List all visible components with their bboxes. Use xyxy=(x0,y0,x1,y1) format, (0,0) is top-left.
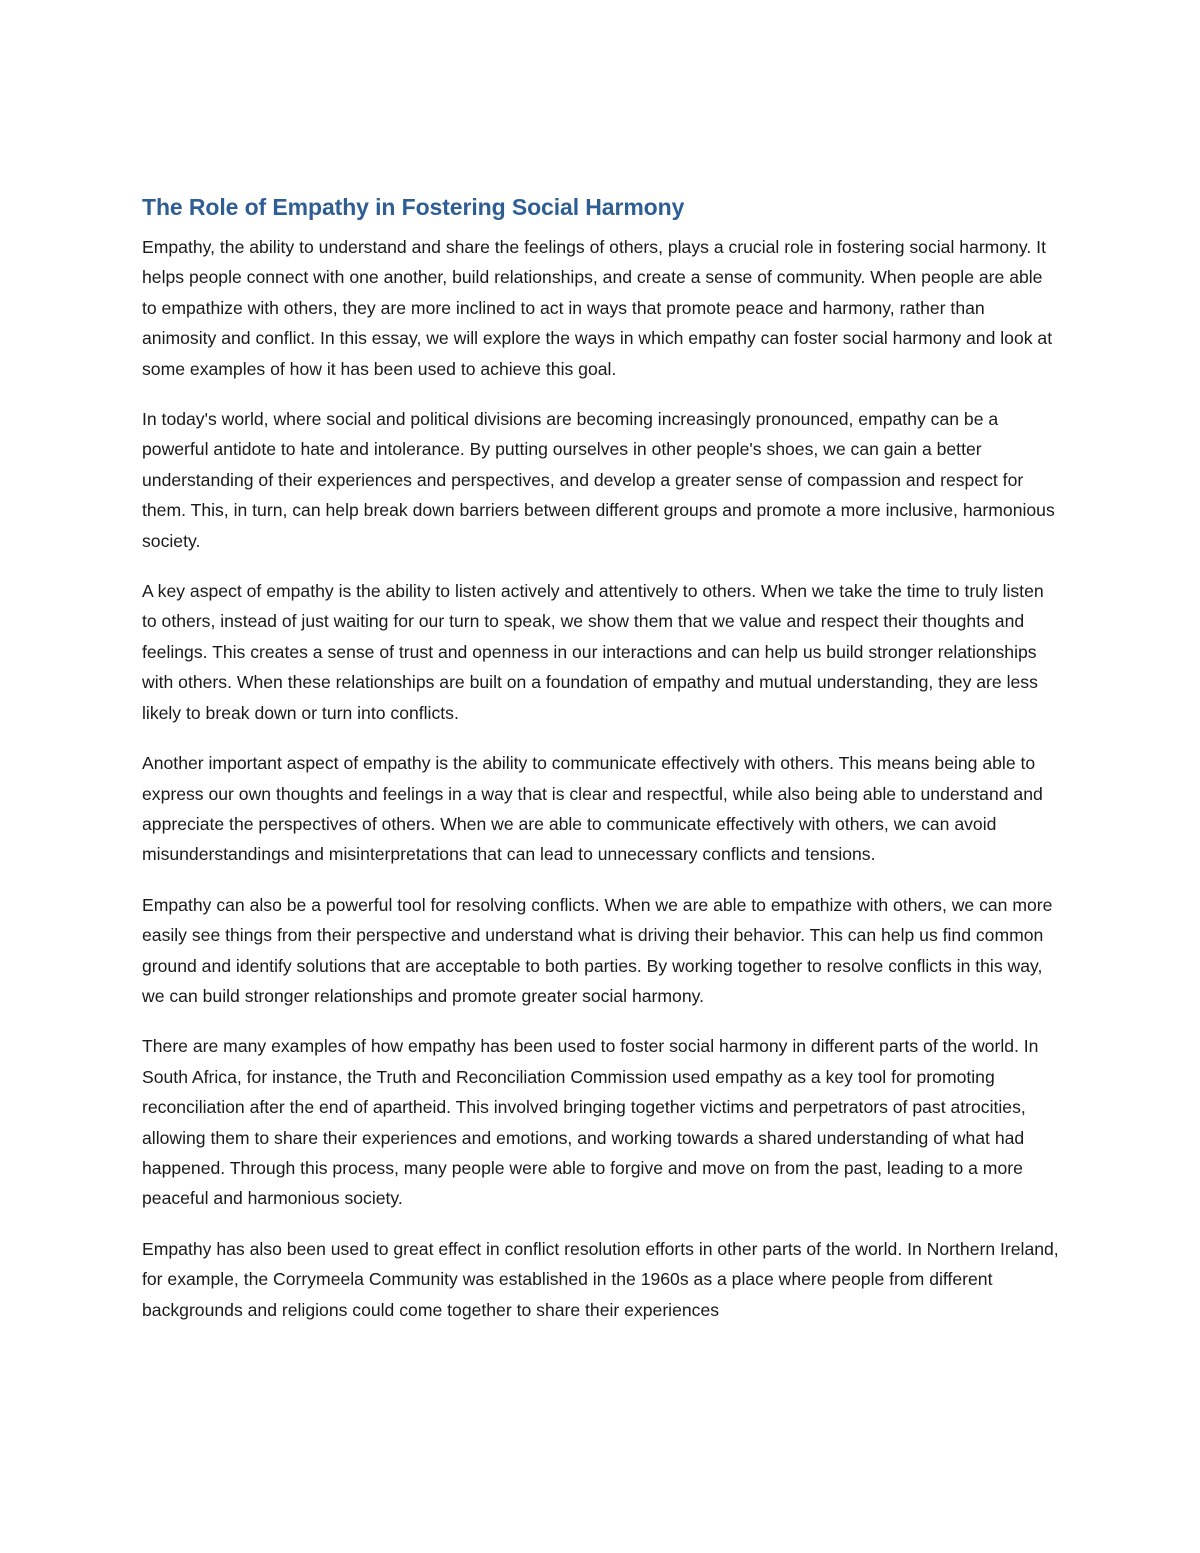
paragraph-intro: Empathy, the ability to understand and share the feelings of others, plays a crucial role in fostering social harmony. It helps people connect with one another, build relationships, and create a sense of community. When people are able to empathize with others, they are more inclined to act in ways that promote peace and harmony, rather than animosity and conflict. In this essay, we will explore the ways in which empathy can foster social harmony and look at some examples of how it has been used to achieve this goal. xyxy=(142,237,1053,379)
paragraph-antidote: In today's world, where social and political divisions are becoming increasingly pronounced, empathy can be a powerful antidote to hate and intolerance. By putting ourselves in other people's shoes, we can gain a better understanding of their experiences and perspectives, and develop a greater sense of compassion and respect for them. This, in turn, can help break down barriers between different groups and promote a more inclusive, harmonious society. xyxy=(142,409,1055,551)
paragraph-northern-ireland: Empathy has also been used to great effect in conflict resolution efforts in other parts of the world. In Northern Ireland, for example, the Corrymeela Community was established in the 1960s as a place where people from different backgrounds and religions could come together to share their experiences xyxy=(142,1238,1059,1320)
document-body xyxy=(142,190,1062,1345)
paragraph-resolving-conflicts: Empathy can also be a powerful tool for resolving conflicts. When we are able to empathize with others, we can more easily see things from their perspective and understand what is driving their behavior. This can help us find common ground and identify solutions that are acceptable to both parties. By working together to resolve conflicts in this way, we can build stronger relationships and promote greater social harmony. xyxy=(142,894,1053,1006)
document-title: The Role of Empathy in Fostering Social Harmony xyxy=(142,194,685,220)
paragraph-south-africa: There are many examples of how empathy has been used to foster social harmony in different parts of the world. In South Africa, for instance, the Truth and Reconciliation Commission used empathy as a key tool for promoting reconciliation after the end of apartheid. This involved bringing together victims and perpetrators of past atrocities, allowing them to share their experiences and emotions, and working towards a shared understanding of what had happened. Through this process, many people were able to forgive and move on from the past, leading to a more peaceful and harmonious society. xyxy=(142,1036,1039,1209)
paragraph-communication: Another important aspect of empathy is the ability to communicate effectively with others. This means being able to express our own thoughts and feelings in a way that is clear and respectful, while also being able to understand and appreciate the perspectives of others. When we are able to communicate effectively with others, we can avoid misunderstandings and misinterpretations that can lead to unnecessary conflicts and tensions. xyxy=(142,753,1043,865)
paragraph-listening: A key aspect of empathy is the ability to listen actively and attentively to others. When we take the time to truly listen to others, instead of just waiting for our turn to speak, we show them that we value and respect their thoughts and feelings. This creates a sense of trust and openness in our interactions and can help us build stronger relationships with others. When these relationships are built on a foundation of empathy and mutual understanding, they are less likely to break down or turn into conflicts. xyxy=(142,581,1044,723)
